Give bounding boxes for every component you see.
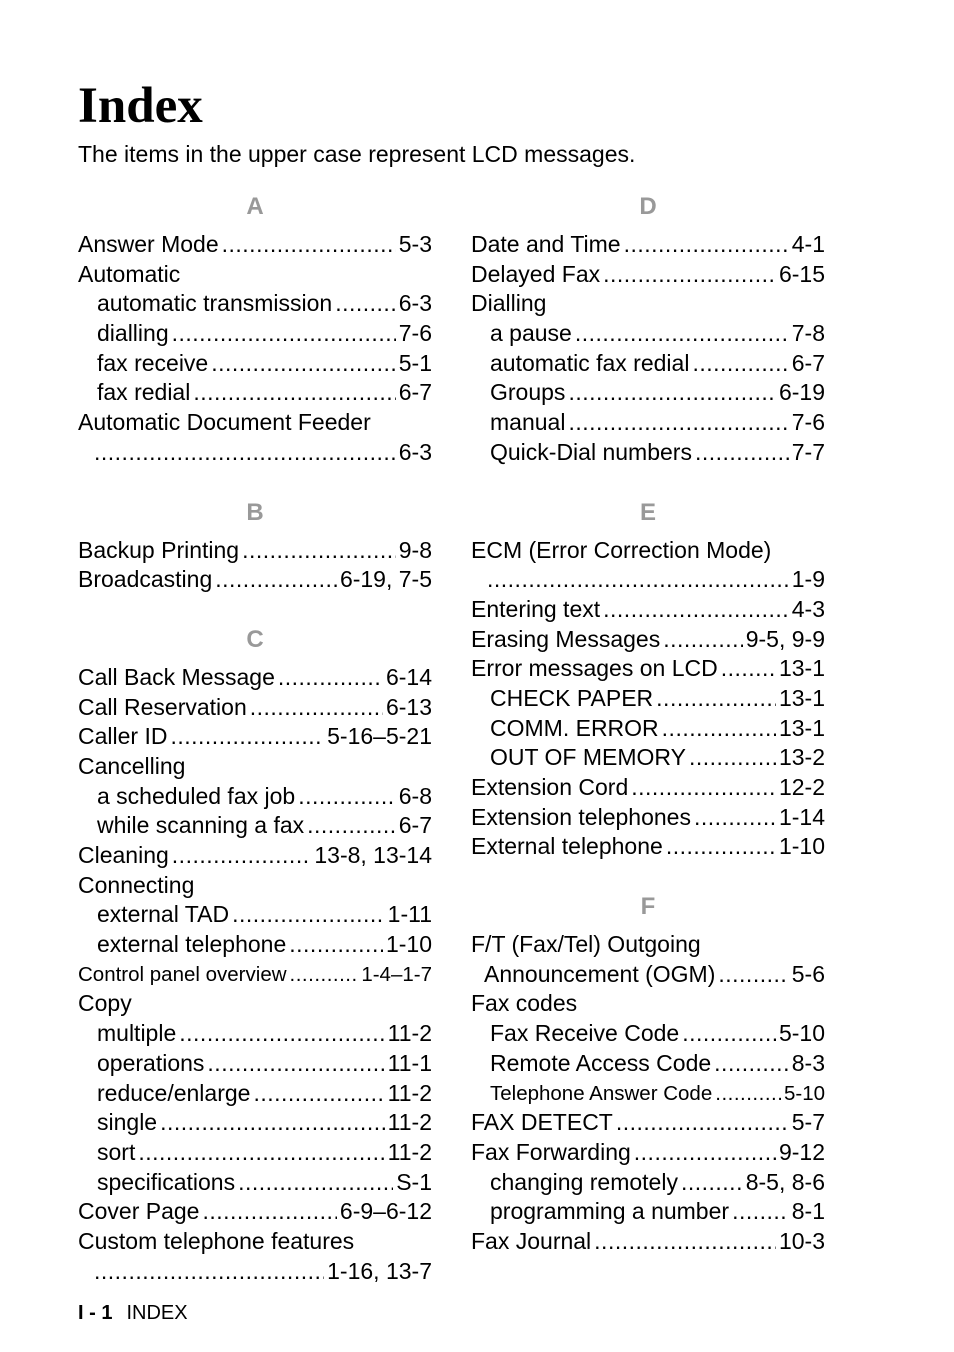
dot-leader <box>624 230 789 260</box>
index-entry <box>471 565 825 595</box>
dot-leader <box>616 1108 789 1138</box>
dot-leader <box>172 841 312 871</box>
dot-leader <box>634 1138 776 1168</box>
entry-term: single <box>97 1109 158 1136</box>
entry-term: reduce/enlarge <box>97 1079 251 1106</box>
page-subtitle: The items in the upper case represent LCD messages. <box>78 141 636 167</box>
index-entry <box>471 803 825 833</box>
index-entry <box>78 693 432 723</box>
entry-page-ref: 11-2 <box>387 1079 432 1106</box>
entry-page-ref: 6-14 <box>385 663 432 690</box>
entry-page-ref: 11-2 <box>387 1020 432 1047</box>
index-entry <box>471 1019 825 1049</box>
index-entry <box>471 743 825 773</box>
dot-leader <box>202 1197 336 1227</box>
index-entry <box>471 230 825 260</box>
index-entry <box>78 1138 432 1168</box>
entry-page-ref: 13-2 <box>778 744 825 771</box>
index-entry <box>78 1108 432 1138</box>
index-entry <box>78 349 432 379</box>
entry-term: Fax Forwarding <box>471 1138 631 1165</box>
dot-leader <box>568 408 788 438</box>
entry-page-ref: 5-10 <box>778 1020 825 1047</box>
entry-term: Call Reservation <box>78 693 247 720</box>
entry-term: OUT OF MEMORY <box>490 744 686 771</box>
dot-leader <box>656 684 776 714</box>
entry-page-ref: 1-10 <box>778 833 825 860</box>
index-entry <box>78 960 432 990</box>
dot-leader <box>694 803 776 833</box>
index-entry <box>471 714 825 744</box>
index-entry <box>471 595 825 625</box>
entry-term: FAX DETECT <box>471 1109 613 1136</box>
index-entry <box>78 900 432 930</box>
entry-page-ref: 7-8 <box>791 320 825 347</box>
index-entry <box>78 1019 432 1049</box>
index-entry <box>471 625 825 655</box>
dot-leader <box>278 663 383 693</box>
entry-page-ref: 1-4–1-7 <box>361 962 432 986</box>
entry-term: external telephone <box>97 931 287 958</box>
index-entry <box>78 841 432 871</box>
dot-leader <box>603 260 776 290</box>
entry-term: automatic transmission <box>97 290 333 317</box>
entry-page-ref: 5-3 <box>398 231 432 257</box>
entry-term: COMM. ERROR <box>490 714 659 741</box>
entry-term: external TAD <box>97 901 230 928</box>
dot-leader <box>689 743 776 773</box>
entry-page-ref: 9-12 <box>778 1138 825 1165</box>
index-entry <box>78 811 432 841</box>
dot-leader <box>666 832 776 862</box>
entry-term: Control panel overview <box>78 962 287 986</box>
entry-term: Cancelling <box>78 752 186 779</box>
entry-term: Quick-Dial numbers <box>490 438 692 465</box>
index-entry <box>78 260 432 290</box>
index-entry <box>78 1257 432 1287</box>
index-entry <box>78 536 432 566</box>
entry-term: while scanning a fax <box>97 812 305 839</box>
entry-page-ref: 6-13 <box>385 693 432 720</box>
section-letter-e: E <box>639 498 656 526</box>
dot-leader <box>721 654 776 684</box>
index-entry <box>471 438 825 468</box>
index-entry <box>471 1168 825 1198</box>
entry-term: Remote Access Code <box>490 1049 712 1076</box>
index-entry <box>471 349 825 379</box>
entry-page-ref: 7-6 <box>398 320 432 347</box>
entry-page-ref: 8-1 <box>791 1198 825 1225</box>
entry-term: Entering text <box>471 595 601 622</box>
index-entry <box>471 1227 825 1257</box>
index-entry <box>78 930 432 960</box>
index-entry <box>471 536 825 566</box>
entry-page-ref: 8-3 <box>791 1049 825 1076</box>
entry-term: Backup Printing <box>78 536 240 563</box>
section-letter-d: D <box>639 193 657 220</box>
entry-page-ref: 5-1 <box>398 349 432 376</box>
entry-term: changing remotely <box>490 1168 678 1195</box>
dot-leader <box>138 1138 384 1168</box>
index-entry <box>78 319 432 349</box>
entry-term: Dialling <box>471 290 547 317</box>
entry-page-ref: 12-2 <box>778 774 825 800</box>
entry-term: fax redial <box>97 379 191 406</box>
dot-leader <box>594 1227 776 1257</box>
entry-page-ref: 13-1 <box>778 655 825 682</box>
entry-page-ref: 13-8, 13-14 <box>314 842 432 868</box>
entry-page-ref: 6-19 <box>778 379 825 406</box>
entry-term: Copy <box>78 990 132 1017</box>
page-footer <box>78 1300 188 1326</box>
entry-term: Error messages on LCD <box>471 655 718 682</box>
entry-term: CHECK PAPER <box>490 684 654 711</box>
index-entry <box>471 654 825 684</box>
dot-leader <box>179 1019 384 1049</box>
dot-leader <box>289 930 383 960</box>
entry-term: External telephone <box>471 833 663 860</box>
dot-leader <box>232 900 385 930</box>
entry-term: Fax codes <box>471 990 578 1017</box>
entry-term: Answer Mode <box>78 231 219 257</box>
section-letter-c: C <box>246 625 264 653</box>
index-entry <box>78 408 432 438</box>
entry-page-ref: 1-10 <box>385 931 432 958</box>
entry-term: Cleaning <box>78 842 169 868</box>
index-entry <box>471 684 825 714</box>
entry-term: manual <box>490 409 566 436</box>
entry-page-ref: 9-5, 9-9 <box>745 625 825 652</box>
entry-page-ref: 5-16–5-21 <box>327 723 432 750</box>
index-entry <box>78 989 432 1019</box>
entry-term: automatic fax redial <box>490 349 690 376</box>
entry-page-ref: 11-1 <box>387 1049 432 1076</box>
entry-page-ref: 6-7 <box>398 379 432 406</box>
entry-page-ref: 6-7 <box>791 349 825 376</box>
dot-leader <box>681 1168 743 1198</box>
dot-leader <box>170 722 324 752</box>
entry-term: ECM (Error Correction Mode) <box>471 536 772 563</box>
index-entry <box>471 832 825 862</box>
entry-term: Broadcasting <box>78 566 213 593</box>
entry-page-ref: 1-14 <box>778 803 825 830</box>
index-entry <box>78 782 432 812</box>
index-entry <box>471 260 825 290</box>
entry-term: Fax Receive Code <box>490 1020 680 1047</box>
index-entry <box>78 289 432 319</box>
entry-page-ref: 6-8 <box>398 782 432 809</box>
entry-page-ref: 7-7 <box>791 438 825 465</box>
dot-leader <box>242 536 396 566</box>
dot-leader <box>663 625 743 655</box>
index-entry <box>78 1197 432 1227</box>
entry-page-ref: 5-6 <box>791 960 825 987</box>
dot-leader <box>250 693 383 723</box>
entry-term: fax receive <box>97 349 209 376</box>
index-entry <box>471 1197 825 1227</box>
entry-term: F/T (Fax/Tel) Outgoing <box>471 931 701 958</box>
entry-page-ref: 1-9 <box>791 566 825 593</box>
index-entry <box>78 230 432 260</box>
index-entry <box>78 378 432 408</box>
index-entry <box>471 289 825 319</box>
index-entry <box>78 663 432 693</box>
dot-leader <box>695 438 789 468</box>
entry-term: a scheduled fax job <box>97 782 296 809</box>
dot-leader <box>487 565 789 595</box>
dot-leader <box>732 1197 789 1227</box>
entry-page-ref: 5-7 <box>791 1109 825 1136</box>
entry-term: Delayed Fax <box>471 260 601 287</box>
entry-page-ref: 6-3 <box>398 290 432 317</box>
entry-term: Extension Cord <box>471 774 629 800</box>
section-letter-b: B <box>246 498 264 526</box>
entry-page-ref: 5-10 <box>783 1081 825 1105</box>
entry-term: sort <box>97 1138 136 1165</box>
index-entry <box>471 1079 825 1109</box>
entry-page-ref: 7-6 <box>791 409 825 436</box>
dot-leader <box>307 811 396 841</box>
dot-leader <box>568 378 776 408</box>
index-entry <box>78 438 432 468</box>
index-entry <box>471 1138 825 1168</box>
dot-leader <box>253 1079 384 1109</box>
entry-term: Fax Journal <box>471 1227 592 1254</box>
entry-term: Caller ID <box>78 723 168 750</box>
entry-term: operations <box>97 1049 205 1076</box>
dot-leader <box>207 1049 384 1079</box>
entry-term: Extension telephones <box>471 803 691 830</box>
entry-term: specifications <box>97 1168 236 1195</box>
dot-leader <box>193 378 395 408</box>
entry-page-ref: 6-15 <box>778 260 825 287</box>
section-letter-a: A <box>246 193 264 220</box>
dot-leader <box>603 595 789 625</box>
entry-term: multiple <box>97 1020 177 1047</box>
page-title: Index <box>78 78 203 134</box>
entry-term: Custom telephone features <box>78 1227 355 1254</box>
index-entry <box>78 752 432 782</box>
entry-page-ref: 8-5, 8-6 <box>745 1168 825 1195</box>
dot-leader <box>94 1257 324 1287</box>
index-entry <box>471 773 825 803</box>
entry-page-ref: 4-1 <box>791 231 825 257</box>
index-entry <box>471 408 825 438</box>
dot-leader <box>211 349 396 379</box>
entry-term: Erasing Messages <box>471 625 661 652</box>
entry-page-ref: 13-1 <box>778 714 825 741</box>
entry-term: Automatic <box>78 260 181 287</box>
dot-leader <box>172 319 396 349</box>
dot-leader <box>714 1049 789 1079</box>
dot-leader <box>335 289 396 319</box>
index-entry <box>471 1049 825 1079</box>
entry-term: Cover Page <box>78 1198 200 1225</box>
index-entry <box>78 565 432 595</box>
index-entry <box>471 319 825 349</box>
index-entry <box>471 1108 825 1138</box>
entry-page-ref: 6-3 <box>398 438 432 465</box>
index-entry <box>78 722 432 752</box>
index-entry <box>78 1049 432 1079</box>
entry-page-ref: 6-9–6-12 <box>339 1198 432 1225</box>
dot-leader <box>290 960 359 990</box>
entry-term: Automatic Document Feeder <box>78 409 371 436</box>
dot-leader <box>631 773 776 803</box>
entry-term: Groups <box>490 379 566 406</box>
dot-leader <box>298 782 396 812</box>
dot-leader <box>238 1168 393 1198</box>
dot-leader <box>160 1108 385 1138</box>
index-entry <box>471 930 825 960</box>
entry-term: Announcement (OGM) <box>484 960 716 987</box>
index-column-left <box>78 190 432 1286</box>
entry-term: Connecting <box>78 871 195 898</box>
dot-leader <box>94 438 396 468</box>
entry-page-ref: 10-3 <box>778 1227 825 1254</box>
entry-term: Telephone Answer Code <box>490 1081 713 1105</box>
index-entry <box>471 378 825 408</box>
index-entry <box>78 1168 432 1198</box>
index-entry <box>471 989 825 1019</box>
index-entry <box>471 960 825 990</box>
entry-page-ref: 6-19, 7-5 <box>339 566 432 593</box>
dot-leader <box>715 1079 781 1109</box>
entry-page-ref: 9-8 <box>398 536 432 563</box>
index-entry <box>78 871 432 901</box>
footer-page-number: I - 1 <box>78 1302 113 1324</box>
dot-leader <box>692 349 788 379</box>
dot-leader <box>222 230 396 260</box>
entry-term: dialling <box>97 320 169 347</box>
entry-page-ref: S-1 <box>396 1168 432 1195</box>
entry-page-ref: 11-2 <box>387 1109 432 1136</box>
footer-section: INDEX <box>126 1302 188 1324</box>
entry-page-ref: 1-16, 13-7 <box>327 1257 432 1284</box>
entry-page-ref: 1-11 <box>387 901 432 928</box>
entry-term: a pause <box>490 320 572 347</box>
dot-leader <box>575 319 789 349</box>
entry-page-ref: 6-7 <box>398 812 432 839</box>
dot-leader <box>662 714 776 744</box>
dot-leader <box>215 565 337 595</box>
index-column-right <box>471 190 825 1257</box>
dot-leader <box>718 960 788 990</box>
dot-leader <box>682 1019 776 1049</box>
entry-page-ref: 13-1 <box>778 684 825 711</box>
entry-term: Call Back Message <box>78 663 275 690</box>
index-entry <box>78 1079 432 1109</box>
section-letter-f: F <box>640 893 656 921</box>
entry-page-ref: 4-3 <box>791 595 825 622</box>
entry-term: programming a number <box>490 1198 730 1225</box>
index-entry <box>78 1227 432 1257</box>
entry-page-ref: 11-2 <box>387 1138 432 1165</box>
entry-term: Date and Time <box>471 231 621 257</box>
